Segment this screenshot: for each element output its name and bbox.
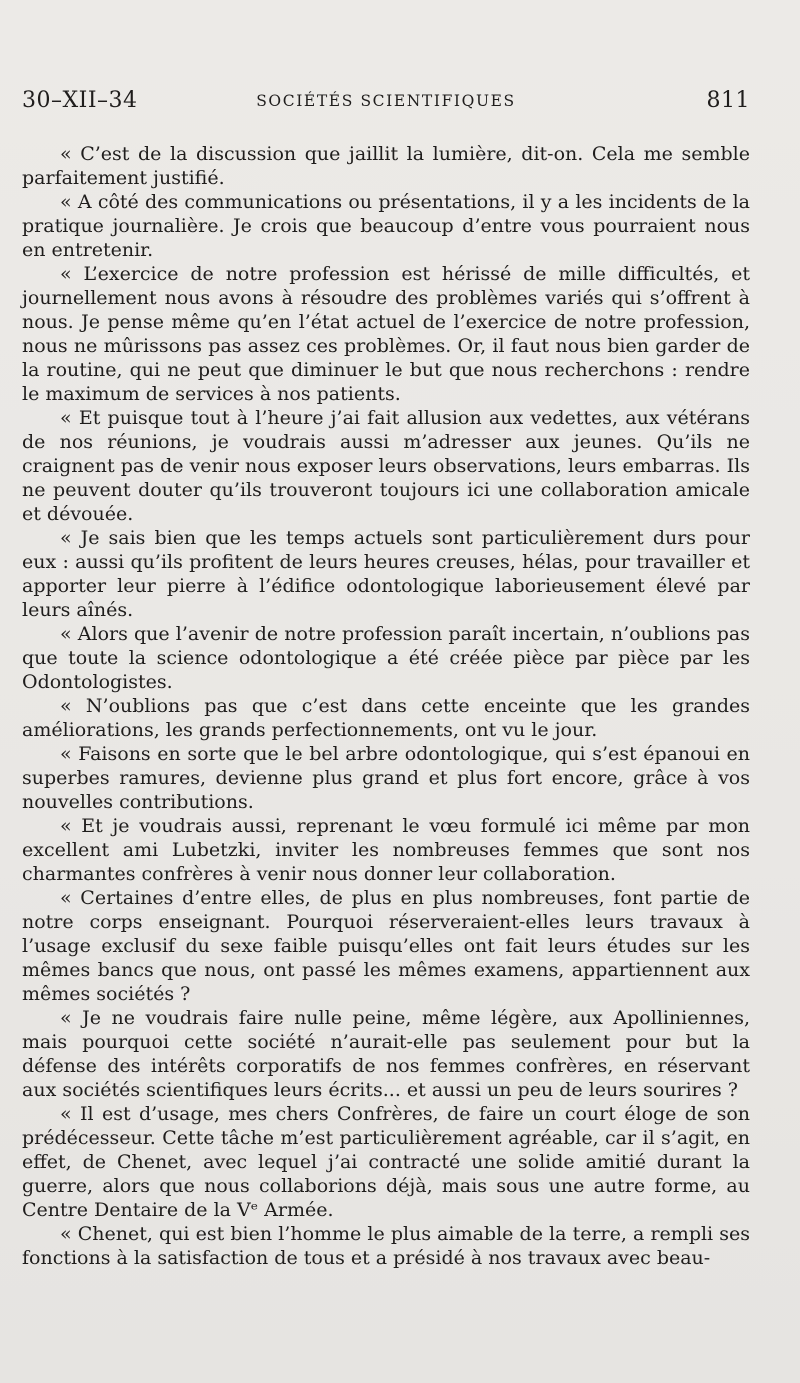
paragraph: « Et puisque tout à l’heure j’ai fait allusion aux vedettes, aux vétérans de nos réunions, je voudrais aussi m’adresser aux jeunes. Qu’ils ne craignent pas de venir nous exposer leurs observations, leurs embarras. Ils ne peuvent douter qu’ils trouveront toujours ici une collaboration amicale et dévouée. — [22, 407, 750, 525]
paragraph: « Il est d’usage, mes chers Confrères, de faire un court éloge de son prédécesseur. Cette tâche m’est particulièrement agréable, car il s’agit, en effet, de Chenet, avec lequel j’ai contracté une solide amitié durant la guerre, alors que nous collaborions déjà, mais sous une autre forme, au Centre Dentaire de la Vᵉ Armée. — [22, 1103, 750, 1221]
paragraph: « Chenet, qui est bien l’homme le plus aimable de la terre, a rempli ses fonctions à la satisfaction de tous et a présidé à nos travaux avec beau- — [22, 1223, 750, 1269]
body-text — [22, 142, 750, 1270]
paragraph: « Je ne voudrais faire nulle peine, même légère, aux Apolliniennes, mais pourquoi cette société n’aurait-elle pas seulement pour but la défense des intérêts corporatifs de nos femmes confrères, en réservant aux sociétés scientifiques leurs écrits... et aussi un peu de leurs sourires ? — [22, 1007, 750, 1101]
page-number: 811 — [706, 88, 750, 113]
paragraph: « Je sais bien que les temps actuels sont particulièrement durs pour eux : aussi qu’ils profitent de leurs heures creuses, hélas, pour travailler et apporter leur pierre à l’édifice odontologique laborieusement élevé par leurs aînés. — [22, 527, 750, 621]
paragraph: « A côté des communications ou présentations, il y a les incidents de la pratique journalière. Je crois que beaucoup d’entre vous pourraient nous en entretenir. — [22, 191, 750, 261]
header-date: 30–XII–34 — [22, 88, 138, 113]
paragraph: « Alors que l’avenir de notre profession paraît incertain, n’oublions pas que toute la science odontologique a été créée pièce par pièce par les Odontologistes. — [22, 623, 750, 693]
running-header — [22, 88, 750, 114]
paragraph: « Faisons en sorte que le bel arbre odontologique, qui s’est épanoui en superbes ramures, devienne plus grand et plus fort encore, grâce à vos nouvelles contributions. — [22, 743, 750, 813]
paragraph: « Certaines d’entre elles, de plus en plus nombreuses, font partie de notre corps enseignant. Pourquoi réserveraient-elles leurs travaux à l’usage exclusif du sexe faible puisqu’elles ont fait leurs études sur les mêmes bancs que nous, ont passé les mêmes examens, appartiennent aux mêmes sociétés ? — [22, 887, 750, 1005]
header-title: SOCIÉTÉS SCIENTIFIQUES — [256, 92, 516, 110]
paragraph: « Et je voudrais aussi, reprenant le vœu formulé ici même par mon excellent ami Lubetzki, inviter les nombreuses femmes que sont nos charmantes confrères à venir nous donner leur collaboration. — [22, 815, 750, 885]
paragraph: « C’est de la discussion que jaillit la lumière, dit-on. Cela me semble parfaitement justifié. — [22, 143, 750, 189]
paragraph: « N’oublions pas que c’est dans cette enceinte que les grandes améliorations, les grands perfectionnements, ont vu le jour. — [22, 695, 750, 741]
paragraph: « L’exercice de notre profession est hérissé de mille difficultés, et journellement nous avons à résoudre des problèmes variés qui s’offrent à nous. Je pense même qu’en l’état actuel de l’exercice de notre profession, nous ne mûrissons pas assez ces problèmes. Or, il faut nous bien garder de la routine, qui ne peut que diminuer le but que nous recherchons : rendre le maximum de services à nos patients. — [22, 263, 750, 405]
